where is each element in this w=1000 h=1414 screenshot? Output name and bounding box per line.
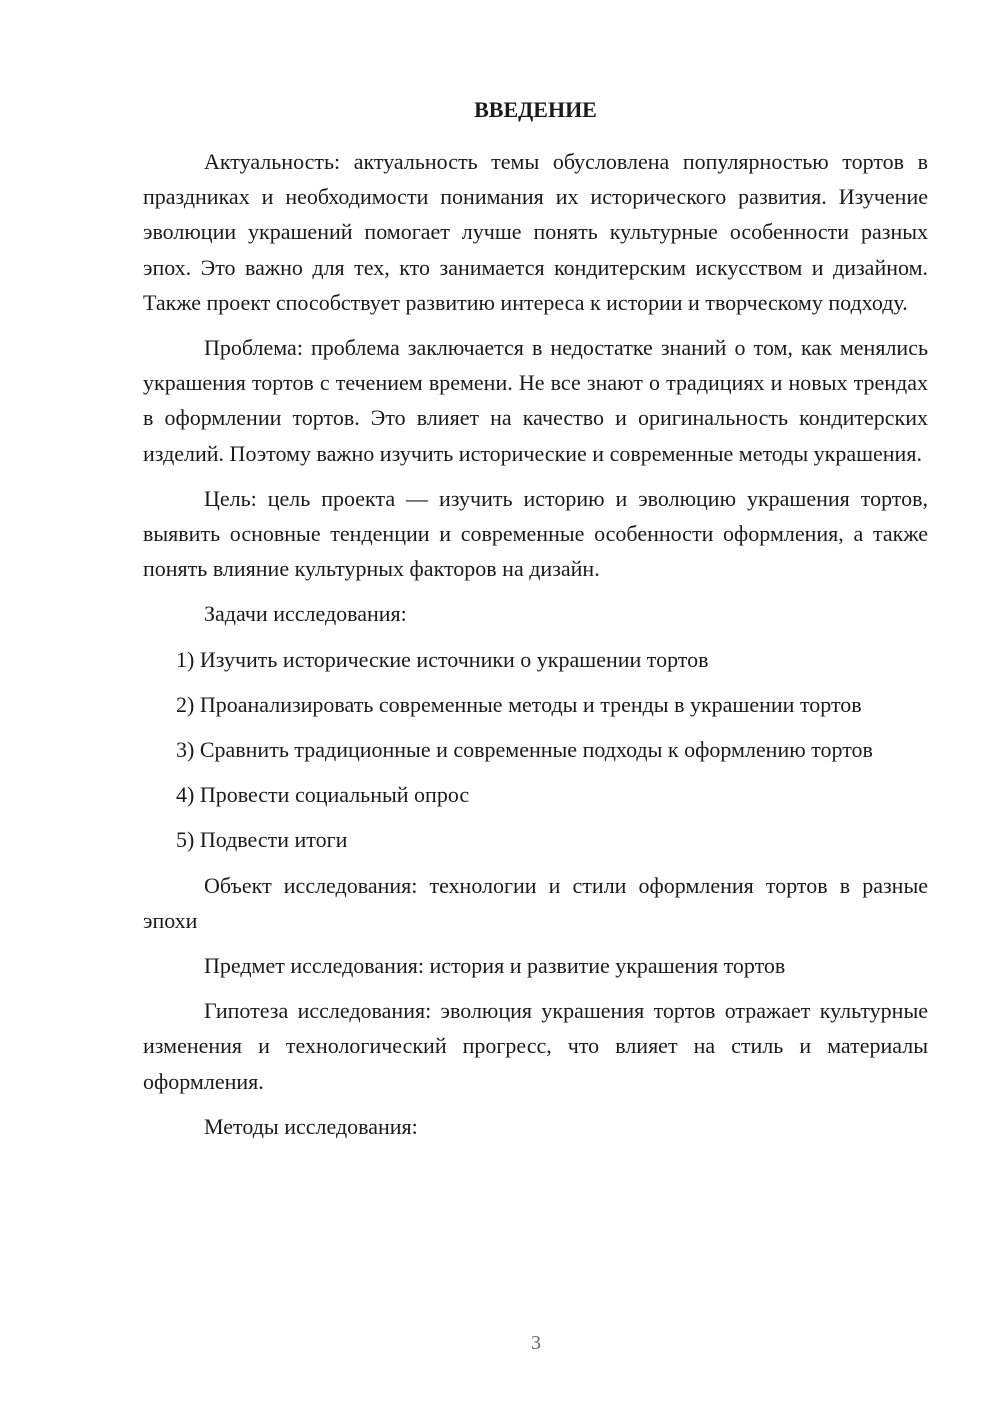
section-heading: ВВЕДЕНИЕ [474, 97, 597, 122]
task-item-5: 5) Подвести итоги [176, 827, 348, 853]
hypothesis-paragraph: Гипотеза исследования: эволюция украшения тортов отражает культурные изменения и технологический прогресс, что влияет на стиль и материалы оформления. [143, 998, 928, 1094]
task-item-2: 2) Проанализировать современные методы и тренды в украшении тортов [176, 691, 862, 717]
subject-paragraph: Предмет исследования: история и развитие украшения тортов [204, 953, 786, 979]
methods-title: Методы исследования: [204, 1113, 418, 1139]
task-item-3: 3) Сравнить традиционные и современные подходы к оформлению тортов [176, 737, 873, 763]
tasks-title: Задачи исследования: [204, 601, 407, 627]
relevance-paragraph: Актуальность: актуальность темы обусловлена популярностью тортов в праздниках и необходимости понимания их исторического развития. Изучение эволюции украшений помогает лучше понять культурные особенности разных эпох. Это важно для тех, кто занимается кондитерским искусством и дизайном. Также проект способствует развитию интереса к истории и творческому подходу. [143, 149, 928, 315]
document-page [143, 94, 928, 1144]
object-paragraph: Объект исследования: технологии и стили оформления тортов в разные эпохи [143, 872, 928, 933]
problem-paragraph: Проблема: проблема заключается в недостатке знаний о том, как менялись украшения тортов с течением времени. Не все знают о традициях и новых трендах в оформлении тортов. Это влияет на качество и оригинальность кондитерских изделий. Поэтому важно изучить исторические и современные методы украшения. [143, 335, 928, 466]
task-item-1: 1) Изучить исторические источники о украшении тортов [176, 646, 709, 672]
goal-paragraph: Цель: цель проекта — изучить историю и эволюцию украшения тортов, выявить основные тенденции и современные особенности оформления, а также понять влияние культурных факторов на дизайн. [143, 485, 928, 582]
page-number: 3 [531, 1332, 541, 1354]
task-item-4: 4) Провести социальный опрос [176, 782, 470, 808]
